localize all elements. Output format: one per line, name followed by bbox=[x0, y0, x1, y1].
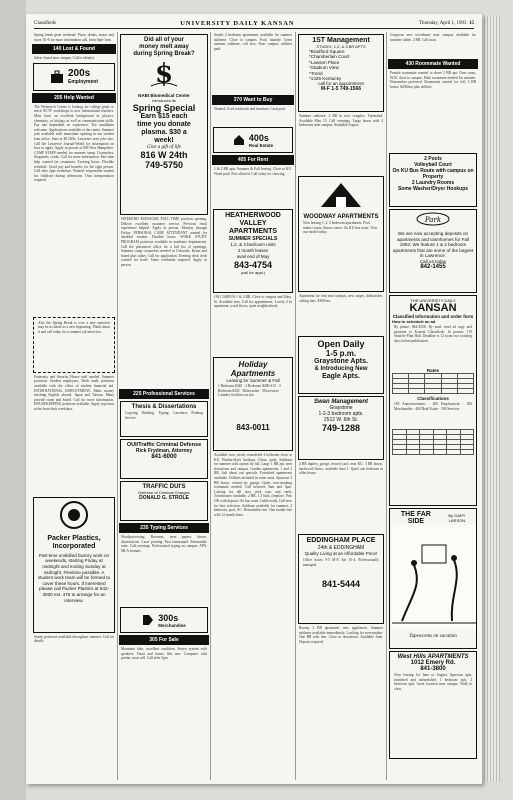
ad-spring-line2: money melt away bbox=[139, 44, 189, 50]
ad-packer-text: Part-time unskilled factory work on weekends, starting Friday at midnight and ending Sunday at midnight. Flextime possible. A student work team will be formed to cover these hours. If interested please call Packer Plastics at 842-3000 ext. 475 to arrange for an interview. bbox=[37, 552, 111, 603]
body-text: Female roommate wanted to share 2 BR apt. Own room, W/D, close to campus. Male roommate needed for summer. Nonsmoker preferred. Roommate wanted for fall, 3 BR house, $200/mo plus utilities. bbox=[390, 71, 476, 89]
ad-1st-item: *Trend bbox=[309, 70, 323, 76]
ad-oui-phone: 841-6000 bbox=[151, 454, 177, 460]
woodway-logo-icon bbox=[316, 179, 366, 209]
ad-heather-name: HEATHERWOOD VALLEY APARTMENTS bbox=[225, 212, 281, 235]
order-form-rates: Rates bbox=[426, 368, 440, 373]
ad-swan-phone: 749-1288 bbox=[321, 423, 361, 433]
ad-open-line3: Graystone Apts. bbox=[314, 358, 368, 365]
column-2 bbox=[119, 32, 209, 780]
ad-pools-item: Volleyball Court bbox=[414, 162, 452, 168]
order-form-sub: How to schedule an ad bbox=[392, 319, 436, 324]
ad-west-addr: 1012 Emery Rd. bbox=[410, 660, 456, 666]
tag-icon bbox=[142, 614, 154, 626]
ad-1st-item: *Lawson Place bbox=[309, 59, 340, 65]
house-icon bbox=[233, 134, 245, 146]
section-typing: 235 Typing Services bbox=[119, 523, 209, 533]
ad-spring-offer3: plasma. $30 a bbox=[141, 129, 187, 136]
ad-swan-item: 1-2-3 bedroom apts. bbox=[318, 411, 364, 417]
ad-oui bbox=[120, 439, 208, 479]
ad-west-name: West Hills APARTMENTS bbox=[397, 654, 469, 660]
ad-pools-item: 2 Laundry Rooms bbox=[411, 180, 455, 186]
column-rule bbox=[295, 32, 296, 780]
ad-copy-grid[interactable] bbox=[392, 429, 474, 455]
ad-pools-item: Some Washer/Dryer Hookups bbox=[397, 186, 469, 192]
ad-nabi-spring-special bbox=[120, 34, 208, 215]
ad-spring-line1: Did all of your bbox=[143, 37, 184, 43]
ad-300s-label: Merchandise bbox=[158, 622, 186, 628]
ad-pools bbox=[389, 153, 477, 207]
ad-swan bbox=[298, 396, 384, 460]
ad-1st-item: *Bradford Square bbox=[309, 49, 345, 54]
ad-heather-item: avail end of May bbox=[236, 254, 270, 259]
body-text: The Weinreich Center is looking for college grads to teach NCTF workshops to new international teachers. Must have an excellent background in physics, chemistry, or biology as well as communication skills. Pay rate dependent on experience. Tea candidates welcome. Applications available at the center. Summer jobs available with immediate opening in our student loan office. Start at $5.50/hr. Lawrence area jobs also. Call the Lawrence Journal-World for information on how to apply. Apply in person at 609 New Hampshire. CAMP STAFF needed for summer camp. Counselors, lifeguards, cooks. Call for more information. Part-time help wanted for restaurant. Evening hours. Flexible schedule. Good pay and benefits for the right person. Call after 2pm weekdays. Wanted: responsible student for childcare during afternoons. Own transportation required. bbox=[34, 104, 114, 183]
section-services: 225 Professional Services bbox=[119, 389, 209, 399]
far-side-cartoon bbox=[389, 508, 477, 649]
order-form-title: THE UNIVERSITY DAILY bbox=[410, 298, 456, 303]
ad-holiday: Holiday Apartments Leasing for Summer & Fall 1 Bedroom $340 · 2 Bedroom $400-415 · 3 Bedroom $520 · Dishwasher · Microwave · Laundry facilities on site 843-0011 bbox=[213, 357, 293, 451]
briefcase-icon bbox=[50, 70, 64, 84]
section-want-to-buy: 370 Want to Buy bbox=[212, 95, 294, 105]
ad-1st-cta: call for an appointment bbox=[318, 81, 364, 87]
body-text: Gorgeous new townhome near campus available for summer sublet. 2 BR. Call soon. bbox=[390, 33, 476, 42]
ad-eddingham: EDDINGHAM PLACE 24th & EDDINGHAM Quality Living at an Affordable Price! Office hours 9-5 M-F, Sat 10-4. Professionally managed. 841-5444 bbox=[298, 534, 384, 624]
ad-spring-headline: Spring Special bbox=[132, 103, 196, 113]
ad-300s bbox=[120, 607, 208, 633]
column-rule bbox=[117, 32, 118, 780]
masthead-paper: UNIVERSITY DAILY KANSAN bbox=[180, 19, 295, 27]
ad-spring-line3: during Spring Break? bbox=[133, 51, 195, 57]
far-side-caption: Tapeworms on vacation bbox=[409, 634, 457, 639]
ad-eddingham-note: Quality Living at an Affordable Price! bbox=[304, 551, 378, 556]
ad-open-line2: 1-5 p.m. bbox=[325, 349, 357, 358]
svg-text:$: $ bbox=[154, 59, 174, 88]
body-text: Studio 2 bedroom apartments available for summer sublease. Close to campus. Pool, laundry. Great summer sublease, call now. Near campus, utilities paid. bbox=[214, 33, 292, 51]
masthead-section: Classifieds bbox=[34, 20, 56, 26]
ad-holiday-line: Leasing for Summer & Fall bbox=[226, 378, 280, 383]
ad-spring-phone: 749-5750 bbox=[144, 160, 184, 170]
order-form-classifications: Classifications bbox=[417, 396, 449, 401]
ad-1st-item: *Stadium View bbox=[309, 65, 339, 71]
ad-open-daily bbox=[298, 336, 384, 394]
melting-dollar-icon bbox=[147, 58, 181, 88]
body-text: 2 BR duplex, garage, fenced yard, near KU. 3 BR house, hardwood floors, available June 1. Quiet one bedroom in older house. bbox=[299, 462, 383, 476]
ad-pools-item: On KU Bus Route with campus on Property bbox=[392, 168, 474, 180]
section-roommate-wanted: 430 Roommate Wanted bbox=[388, 59, 478, 69]
ad-open-line4: & Introducing New bbox=[314, 366, 368, 372]
body-text: 1 & 2 BR apts. Summer & Fall leasing. Close to KU. Water paid. Pets allowed. Call today for showing. bbox=[214, 167, 292, 176]
ad-parkplace-phone: 842-1455 bbox=[420, 263, 446, 270]
ad-1st-item: *Chamberlain Court bbox=[309, 54, 350, 60]
ad-spring-offer5: Give a gift of life bbox=[147, 145, 181, 150]
body-text: Spring break great weekend. Pizza, drinks, music and more. $1-6 for more information call, from 6pm-1am. bbox=[34, 33, 114, 42]
ad-400s-number: 400s bbox=[248, 132, 269, 143]
column-1 bbox=[32, 32, 116, 780]
ad-1st-item: *1425 Kentucky bbox=[309, 76, 342, 82]
body-text: Silver found near campus. Call to identify. bbox=[34, 56, 96, 61]
ad-spring-offer2: time you donate bbox=[137, 121, 191, 128]
far-side-title: THE FAR SIDE bbox=[400, 511, 431, 525]
ad-heather-item: 2 month leases bbox=[237, 248, 269, 253]
tapeworms-cartoon-icon bbox=[392, 525, 476, 629]
ad-heather-sub: SUMMER SPECIALS bbox=[228, 236, 278, 242]
stacked-page-edges bbox=[482, 16, 500, 782]
ad-traffic-line: Defense of Criminal Charges bbox=[138, 490, 190, 495]
ad-heather-note: (call for appt.) bbox=[240, 270, 266, 275]
body-text: ON CAMPUS 1 & 2 BR. Close to campus and Mass. St. Available now. Call for appointment. Lovely 2 br apartment, wood floors, quiet neighborhood. bbox=[214, 295, 292, 309]
body-text: Fraternity and Sorority House staff needed. Summer positions. Student employees. Work study positions available with the office of student financial aid. INTERNATIONAL EMPLOYMENT: Make money teaching English abroad. Japan and Taiwan. Many provide room and board. Call for more information. HOUSEKEEPING positions available. Apply in person at the front desk weekdays. bbox=[34, 374, 114, 411]
ad-1st-line1: 1ST Management bbox=[312, 37, 370, 44]
order-form-name: KANSAN bbox=[409, 302, 457, 314]
ad-holiday-phone: 843-0011 bbox=[236, 423, 270, 432]
far-side-author: By GARY LARSON bbox=[448, 513, 466, 523]
ad-400s bbox=[213, 127, 293, 153]
packer-logo-icon bbox=[59, 500, 89, 530]
ad-swan-name: Swan Management bbox=[313, 399, 368, 405]
ad-parkplace bbox=[389, 209, 477, 293]
ad-eddingham-phone: 841-5444 bbox=[321, 579, 361, 589]
ad-1st-phone: M-F 1-5 749-1566 bbox=[320, 86, 362, 93]
masthead bbox=[34, 18, 474, 29]
ad-1st-management bbox=[298, 34, 384, 112]
ad-woodway: WOODWAY APARTMENTS Now leasing 1, 2, 3 bedroom apartments. Pool, tennis courts, fitness center. On KU bus route. Visit our model today. bbox=[298, 176, 384, 292]
ad-west-phone: 841-3800 bbox=[420, 666, 446, 672]
ad-box: Also the Spring Break is over a new semester may be as harsh as a new beginning. Think about it and call today for a summer job interview. bbox=[33, 317, 115, 373]
ad-spring-brand: NABI Biomedical Center bbox=[138, 93, 190, 98]
section-help-wanted: 205 Help Wanted bbox=[32, 93, 116, 103]
ad-packer-name: Packer Plastics, Incorporated bbox=[47, 534, 101, 550]
ad-woodway-name: WOODWAY APARTMENTS bbox=[303, 214, 379, 220]
ad-traffic bbox=[120, 481, 208, 521]
section-lost-found: 140 Lost & Found bbox=[32, 44, 116, 54]
column-rule bbox=[210, 32, 211, 780]
body-text: WEEKEND MANAGER FULL-TIME position opening. Deliver excellent customer service. Previous retail experience helpful. Apply in person, Monday through Friday. PERSONAL CARE ATTENDANT wanted for disabled student. Flexible hours. WORK STUDY PROGRAM positions available in academic departments. Call the placement office for a full list of openings. Summer camp counselors needed in Colorado. Room and board plus salary. Call for application. Evening desk clerk wanted for hotel. Some weekends required. Apply in person. bbox=[121, 217, 207, 267]
body-text: Roomy 2 BR apartment, new appliances. Summer sublease available immediately. Looking for non-smoker. One BR with den. Close to downtown. Available June. Deposit required. bbox=[299, 626, 383, 644]
column-4 bbox=[297, 32, 385, 780]
body-text: Available now, newly remodeled 2 bedroom close to KU. Washer/dryer hookups. Clean, quiet. Sublease for summer with option for fall. Large 1 BR apt, near downtown and campus. Garden apartments, 1 and 2 BR. Ask about our specials. Furnished apartments available. Utilities included in some units. Spacious 3 BR house, central air, garage. Quiet, non-smoking roommate needed. Call between 9am and 5pm. Leasing for fall now, pick your unit early. Townhouses available, 2 BR, 1.5 bath, fireplace. Pets OK with deposit. On bus route. Cable ready. Call now for best selection. Sublease available for summer, 2 bedroom, pool, AC. Reasonable rent. One month free with 12 month lease. bbox=[214, 453, 292, 517]
section-for-sale: 305 For Sale bbox=[119, 635, 209, 645]
newspaper-page bbox=[26, 14, 482, 784]
ad-200s bbox=[33, 63, 115, 91]
body-text: Apartment for rent near campus, new carpet, dishwasher, ceiling fans. $380/mo. bbox=[299, 294, 383, 303]
ad-traffic-name: DONALD G. STROLE bbox=[139, 495, 189, 501]
ad-eddingham-name: EDDINGHAM PLACE bbox=[306, 537, 376, 544]
ad-parkplace-cta: Call us today bbox=[419, 258, 447, 264]
ad-spring-address: 816 W 24th bbox=[140, 150, 188, 160]
body-text: Sunny positions available throughout summer. Call for details. bbox=[34, 634, 114, 644]
ad-swan-item: Graystone bbox=[329, 405, 353, 411]
masthead-date: Thursday, April 1, 1993 15 bbox=[418, 20, 474, 26]
ad-300s-number: 300s bbox=[158, 612, 179, 623]
ad-swan-item: 2512 W. 6th St. bbox=[323, 417, 359, 423]
rates-table bbox=[392, 373, 474, 394]
ad-oui-name: Rick Frydman, Attorney bbox=[135, 448, 193, 454]
ad-heatherwood bbox=[213, 209, 293, 293]
body-text: Wordprocessing: Resumes, term papers, theses, dissertations. Laser printing. Fast turnaround. Reasonable rates. Call evenings. Professional typing on campus. APA, MLA formats. bbox=[121, 535, 207, 553]
column-3 bbox=[212, 32, 294, 780]
ad-thesis-title: Thesis & Dissertations bbox=[131, 404, 197, 410]
ad-parkplace-text: We are now accepting deposits on apartments and townhomes for Fall 1993. We feature 1 & 2 bedroom apartments that are some of the largest in Lawrence. bbox=[392, 231, 474, 259]
ad-open-line5: Eagle Apts. bbox=[322, 373, 360, 380]
svg-text:Park: Park bbox=[424, 216, 442, 224]
ad-200s-label: Employment bbox=[67, 79, 98, 86]
section-for-rent: 405 For Rent bbox=[212, 155, 294, 165]
ad-1st-line2: STUDIO, 1,2, & 3 BR APTS bbox=[316, 44, 366, 49]
ad-400s-label: Real Estate bbox=[248, 142, 274, 148]
ad-200s-number: 200s bbox=[67, 68, 91, 80]
ad-heather-item: 1,2, & 3 bedroom units bbox=[230, 242, 276, 247]
order-form: THE UNIVERSITY DAILY KANSAN Classified Information and order form How to schedule an ad By phone: 864-4358. By mail: send ad copy and payment to Kansan Classifieds. In person: 119 Stauffer-Flint Hall. Deadline is 12 noon two working days before publication. Rates Classifications 100 Announcements · 200 Employment · 300 Merchandise · 400 Real Estate · 500 Services bbox=[389, 295, 477, 506]
body-text: Summer sublease, 2 BR in nice complex. Furnished. Available May 15. Call evenings. Large house with 4 bedrooms near campus. Available August. bbox=[299, 114, 383, 128]
parkplace-logo-icon bbox=[416, 212, 450, 226]
ad-heather-phone: 843-4754 bbox=[233, 260, 273, 270]
order-form-heading: Classified Information and order form bbox=[392, 314, 474, 319]
ad-packer-plastics bbox=[33, 497, 115, 633]
scan-margin bbox=[0, 0, 26, 800]
ad-west-hills: West Hills APARTMENTS 1012 Emery Rd. 841-3800 Now leasing for June or August. Spacious apts, furnished and unfurnished. 1 bedroom apts. 2 bedroom apts. Great location near campus. Walk to class. bbox=[389, 651, 477, 759]
ad-spring-offer4: week! bbox=[154, 137, 174, 144]
ad-eddingham-addr: 24th & EDDINGHAM bbox=[317, 545, 365, 551]
ad-pools-item: 2 Pools bbox=[424, 156, 442, 162]
ad-spring-offer1: Earn $15 each bbox=[140, 113, 188, 120]
ad-traffic-title: TRAFFIC DUI'S bbox=[142, 484, 186, 490]
column-5 bbox=[388, 32, 478, 780]
ad-spring-brand2: Introduces its bbox=[152, 98, 176, 103]
body-text: Wanted: Used textbooks and furniture. Cash paid. bbox=[214, 107, 286, 111]
ad-thesis: Thesis & Dissertations Copying, Binding, Typing. Lawrence Printing Service. bbox=[120, 401, 208, 437]
ad-open-line1: Open Daily bbox=[317, 339, 365, 349]
column-rule bbox=[386, 32, 387, 780]
ad-oui-title: OUI/Traffic Criminal Defense bbox=[126, 442, 202, 448]
body-text: Mountain bike, excellent condition. Stereo system with speakers. Futon and frame, like new. Computer with printer, must sell. Call after 5pm. bbox=[121, 647, 207, 661]
ad-holiday-name: Holiday Apartments bbox=[230, 360, 276, 378]
